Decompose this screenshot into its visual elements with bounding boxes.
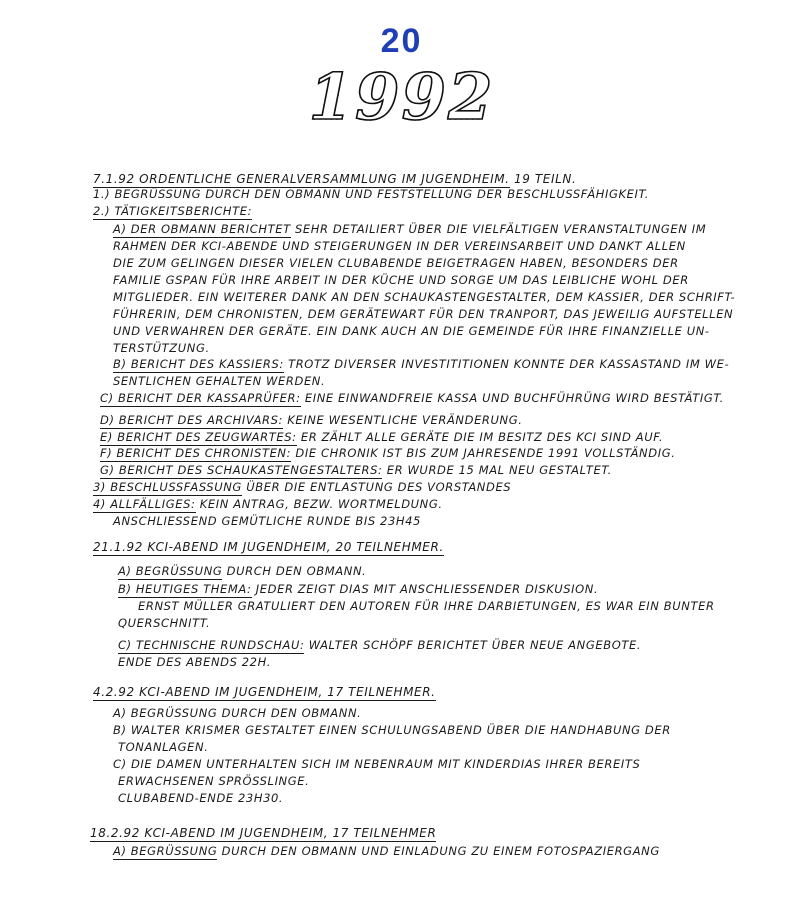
underlined-text: B) BERICHT DES KASSIERS:: [113, 357, 284, 371]
text-line: [118, 638, 641, 652]
underlined-text: A) DER OBMANN BERICHTET: [113, 222, 291, 236]
line-text: DURCH DEN OBMANN UND EINLADUNG ZU EINEM FOTOSPAZIERGANG: [217, 844, 660, 858]
line-text: JEDER ZEIGT DIAS MIT ANSCHLIESSENDER DISKUSION.: [251, 582, 599, 596]
text-line: [118, 774, 309, 788]
line-text: MITGLIEDER. EIN WEITERER DANK AN DEN SCHAUKASTENGESTALTER, DEM KASSIER, DER SCHRIFT-: [113, 290, 736, 304]
text-line: [113, 341, 210, 355]
text-line: [113, 324, 710, 338]
text-line: [118, 791, 283, 805]
text-line: [100, 430, 663, 444]
text-line: [118, 564, 366, 578]
text-line: [113, 256, 679, 270]
line-text: A) BEGRÜSSUNG DURCH DEN OBMANN.: [113, 706, 362, 720]
line-text: 19 TEILN.: [509, 172, 577, 186]
underlined-text: 3) BESCHLUSSFASSUNG: [93, 480, 242, 494]
text-line: [113, 757, 640, 771]
line-text: ÜBER DIE ENTLASTUNG DES VORSTANDES: [241, 480, 512, 494]
text-line: [113, 222, 706, 236]
text-line: [113, 723, 671, 737]
underlined-text: 2.) TÄTIGKEITSBERICHTE:: [93, 204, 253, 218]
line-text: TERSTÜTZUNG.: [113, 341, 210, 355]
line-text: ENDE DES ABENDS 22H.: [118, 655, 272, 669]
line-text: BEGRÜSSUNG DURCH DEN OBMANN UND FESTSTELLUNG DER BESCHLUSSFÄHIGKEIT.: [114, 187, 650, 201]
line-text: TROTZ DIVERSER INVESTITITIONEN KONNTE DER KASSASTAND IM WE-: [283, 357, 730, 371]
line-text: ER ZÄHLT ALLE GERÄTE DIE IM BESITZ DES KCI SIND AUF.: [296, 430, 664, 444]
underlined-text: E) BERICHT DES ZEUGWARTES:: [100, 430, 297, 444]
underlined-text: 18.2.92 KCI-ABEND IM JUGENDHEIM, 17 TEILNEHMER: [90, 826, 437, 840]
text-line: [113, 273, 689, 287]
underlined-text: 21.1.92 KCI-ABEND IM JUGENDHEIM, 20 TEILNEHMER.: [93, 540, 444, 554]
underlined-text: D) BERICHT DES ARCHIVARS:: [100, 413, 284, 427]
underlined-text: 7.1.92 ORDENTLICHE GENERALVERSAMMLUNG IM JUGENDHEIM.: [93, 172, 510, 186]
text-line: [90, 826, 436, 840]
text-line: [93, 172, 576, 186]
text-line: [138, 599, 715, 613]
line-text: WALTER SCHÖPF BERICHTET ÜBER NEUE ANGEBOTE.: [304, 638, 642, 652]
line-text: KEINE WESENTLICHE VERÄNDERUNG.: [283, 413, 523, 427]
underlined-text: C) TECHNISCHE RUNDSCHAU:: [118, 638, 305, 652]
text-line: [100, 413, 523, 427]
line-text: TONANLAGEN.: [118, 740, 209, 754]
line-text: 1.): [93, 187, 115, 201]
page-number: 20: [380, 22, 423, 60]
line-text: KEIN ANTRAG, BEZW. WORTMELDUNG.: [195, 497, 443, 511]
line-text: C) DIE DAMEN UNTERHALTEN SICH IM NEBENRAUM MIT KINDERDIAS IHRER BEREITS: [113, 757, 641, 771]
underlined-text: G) BERICHT DES SCHAUKASTENGESTALTERS:: [100, 463, 383, 477]
line-text: CLUBABEND-ENDE 23H30.: [118, 791, 284, 805]
line-text: SENTLICHEN GEHALTEN WERDEN.: [113, 374, 326, 388]
underlined-text: B) HEUTIGES THEMA:: [118, 582, 252, 596]
line-text: FÜHRERIN, DEM CHRONISTEN, DEM GERÄTEWART FÜR DEN TRANPORT, DAS JEWEILIG AUFSTELLEN: [113, 307, 734, 321]
line-text: ERWACHSENEN SPRÖSSLINGE.: [118, 774, 310, 788]
underlined-text: 4.2.92 KCI-ABEND IM JUGENDHEIM, 17 TEILNEHMER.: [93, 685, 436, 699]
text-line: [113, 706, 361, 720]
line-text: EINE EINWANDFREIE KASSA UND BUCHFÜHRÜNG WIRD BESTÄTIGT.: [300, 391, 724, 405]
text-line: [100, 391, 724, 405]
line-text: SEHR DETAILIERT ÜBER DIE VIELFÄLTIGEN VERANSTALTUNGEN IM: [290, 222, 707, 236]
line-text: ERNST MÜLLER GRATULIERT DEN AUTOREN FÜR IHRE DARBIETUNGEN, ES WAR EIN BUNTER: [138, 599, 715, 613]
underlined-text: A) BEGRÜSSUNG: [118, 564, 223, 578]
line-text: B) WALTER KRISMER GESTALTET EINEN SCHULUNGSABEND ÜBER DIE HANDHABUNG DER: [113, 723, 671, 737]
line-text: QUERSCHNITT.: [118, 616, 211, 630]
line-text: FAMILIE GSPAN FÜR IHRE ARBEIT IN DER KÜCHE UND SORGE UM DAS LEIBLICHE WOHL DER: [113, 273, 689, 287]
line-text: UND VERWAHREN DER GERÄTE. EIN DANK AUCH AN DIE GEMEINDE FÜR IHRE FINANZIELLE UN-: [113, 324, 710, 338]
underlined-text: F) BERICHT DES CHRONISTEN:: [100, 446, 292, 460]
line-text: ER WURDE 15 MAL NEU GESTALTET.: [382, 463, 612, 477]
text-line: [100, 446, 675, 460]
line-text: ANSCHLIESSEND GEMÜTLICHE RUNDE BIS 23H45: [113, 514, 421, 528]
text-line: [113, 374, 325, 388]
text-line: [93, 540, 444, 554]
text-line: [93, 685, 436, 699]
text-line: [118, 655, 271, 669]
text-line: [113, 514, 421, 528]
underlined-text: C) BERICHT DER KASSAPRÜFER:: [100, 391, 301, 405]
text-line: [113, 357, 729, 371]
line-text: DIE CHRONIK IST BIS ZUM JAHRESENDE 1991 VOLLSTÄNDIG.: [291, 446, 676, 460]
text-line: [93, 480, 511, 494]
text-line: [93, 204, 252, 218]
text-line: [113, 239, 686, 253]
underlined-text: A) BEGRÜSSUNG: [113, 844, 218, 858]
text-line: [118, 582, 598, 596]
text-line: [118, 740, 208, 754]
line-text: RAHMEN DER KCI-ABENDE UND STEIGERUNGEN IN DER VEREINSARBEIT UND DANKT ALLEN: [113, 239, 686, 253]
text-line: [113, 844, 660, 858]
text-line: [100, 463, 612, 477]
text-line: [113, 290, 735, 304]
text-line: [118, 616, 210, 630]
text-line: [113, 307, 733, 321]
line-text: DIE ZUM GELINGEN DIESER VIELEN CLUBABENDE BEIGETRAGEN HABEN, BESONDERS DER: [113, 256, 679, 270]
line-text: DURCH DEN OBMANN.: [222, 564, 367, 578]
underlined-text: 4) ALLFÄLLIGES:: [93, 497, 196, 511]
text-line: [93, 187, 649, 201]
text-line: [93, 497, 443, 511]
year-heading: 1992: [0, 60, 803, 135]
